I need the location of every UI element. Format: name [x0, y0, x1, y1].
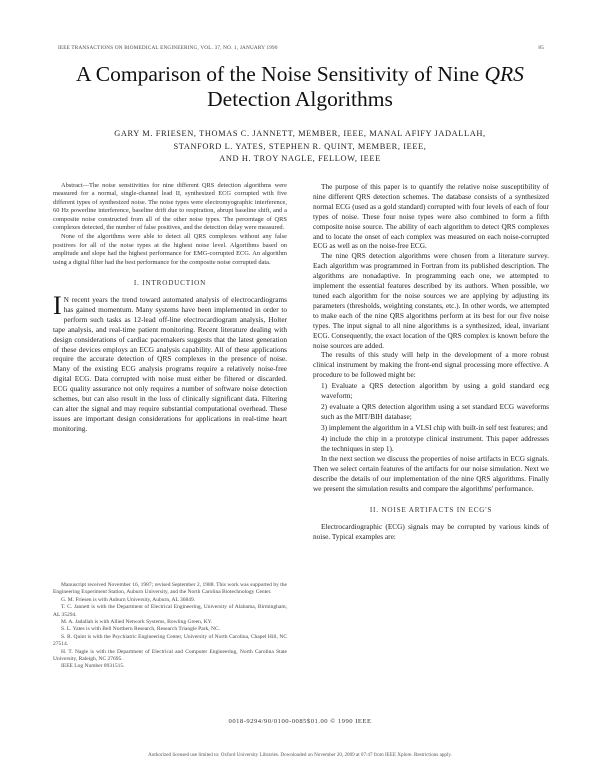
- intro-paragraph-text: N recent years the trend toward automated analysis of electrocardiograms has gained momentum. Many systems have been implemented in order to perform such tasks as 12-lead off-line electrocardiogram analysis, Holter tape analysis, and real-time patient monitoring. Recent literature dealing with design considerations of cardiac pacemakers suggests that the latest generation of these devices employs an ECG analysis capability. All of these applications require the accurate detection of QRS complexes in the presence of noise. Many of the existing ECG analysis programs require a relatively noise-free digital ECG. Data corrupted with noise must either be filtered or discarded. ECG quality assurance not only requires a number of software noise detection schemes, but can also result in the loss of clinically significant data. Filtering can alter the signal and may require substantial computational overhead. These issues are important design considerations for applications in real-time heart monitoring.: [53, 294, 287, 433]
- right-column: [313, 182, 549, 542]
- intro-paragraph: [53, 290, 287, 434]
- footnote-friesen: G. M. Friesen is with Auburn University, Auburn, AL 36849.: [61, 596, 196, 603]
- section-heading-noise-artifacts: II. NOISE ARTIFACTS IN ECG'S: [369, 506, 493, 515]
- body-paragraph-results: The results of this study will help in the development of a more robust clinical instrument by making the front-end signal processing more effective. A procedure to be followed might be:: [313, 350, 549, 380]
- running-header: [58, 45, 544, 55]
- body-paragraph-next-section: In the next section we discuss the properties of noise artifacts in ECG signals. Then we select certain features of the artifacts for our noise simulation. Next we describe the details of our implementation of the nine QRS algorithms. Finally we present the simulation results and compare the algorithms' performance.: [313, 454, 549, 494]
- title-qrs: QRS: [484, 62, 524, 86]
- abstract-paragraph-1: Abstract—The noise sensitivities for nine different QRS detection algorithms were measured for a normal, single-channel lead II, synthesized ECG corrupted with five different types of synthesized noise. The noise types were electromyographic interference, 60 Hz powerline interference, baseline drift due to respiration, abrupt baseline shift, and a composite noise constructed from all of the other noise types. The percentage of QRS complexes detected, the number of false positives, and the detection delay were measured.: [53, 182, 287, 232]
- body-paragraph-noise: Electrocardiographic (ECG) signals may be corrupted by various kinds of noise. Typical examples are:: [313, 522, 549, 541]
- list-item: 2) evaluate a QRS detection algorithm using a set standard ECG waveforms such as the MIT/BIH database;: [321, 401, 549, 421]
- page-number: 85: [538, 45, 544, 51]
- title-line-1-text: A Comparison of the Noise Sensitivity of Nine: [76, 62, 485, 86]
- author-list: [70, 128, 530, 166]
- list-item: 1) Evaluate a QRS detection algorithm by using a gold standard ecg waveform;: [321, 381, 549, 401]
- footnote-quint: S. R. Quint is with the Psychiatric Engineering Center, University of North Carolina, Chapel Hill, NC 27514.: [53, 633, 287, 648]
- author-line-2: STANFORD L. YATES, STEPHEN R. QUINT, MEMBER, IEEE,: [173, 141, 427, 151]
- license-notice: Authorized licensed use limited to: Oxford University Libraries. Downloaded on November 20, 2009 at 07:47 from IEEE Xplore. Restrictions apply.: [148, 752, 452, 758]
- author-line-3: AND H. TROY NAGLE, FELLOW, IEEE: [219, 154, 381, 163]
- author-line-1: GARY M. FRIESEN, THOMAS C. JANNETT, MEMBER, IEEE, MANAL AFIFY JADALLAH,: [114, 129, 486, 138]
- body-paragraph-algorithms: The nine QRS detection algorithms were chosen from a literature survey. Each algorithm was programmed in Fortran from its published description. The algorithms are nonadaptive. In programming each one, we attempted to implement the essential features described by its authors. When possible, we tuned each algorithm for the noise sources we are applying by adjusting its parameters (thresholds, weighting constants, etc.). In other words, we attempted to make each of the nine QRS algorithms perform at its best for our five noise types. The input signal to all nine algorithms is a synthesized, ideal, invariant ECG. Consequently, the exact location of the QRS complex is known before the noise sources are added.: [313, 251, 549, 350]
- footnote-log-number: IEEE Log Number 8931515.: [61, 663, 125, 670]
- abstract: [53, 182, 287, 267]
- list-item: 3) implement the algorithm in a VLSI chip with built-in self test features; and: [321, 422, 548, 432]
- title-line-2: Detection Algorithms: [207, 87, 393, 111]
- list-item: 4) include the chip in a prototype clinical instrument. This paper addresses the techniques in step 1).: [321, 433, 549, 453]
- abstract-paragraph-2: None of the algorithms were able to detect all QRS complexes without any false positives for all of the noise types at the highest noise level. Algorithms based on amplitude and slope had the highest performance for EMG-corrupted ECG. An algorithm using a digital filter had the best performance for the composite noise corrupted data.: [53, 233, 287, 266]
- footnote-yates: S. L. Yates is with Bell Northern Research, Research Triangle Park, NC.: [61, 626, 221, 633]
- paper-title: [40, 62, 560, 112]
- drop-cap: I: [53, 290, 62, 320]
- footnote-jadallah: M. A. Jadallah is with Allied Network Systems, Bowling Green, KY.: [61, 619, 213, 626]
- title-line-1: [40, 62, 560, 87]
- copyright-line: 0018-9294/90/0100-0085$01.00 © 1990 IEEE: [228, 718, 372, 725]
- footnotes: [53, 582, 287, 671]
- section-heading-introduction: I. INTRODUCTION: [133, 279, 207, 288]
- footnote-nagle: H. T. Nagle is with the Department of Electrical and Computer Engineering, North Carolina State University, Raleigh, NC 27695.: [53, 648, 287, 663]
- footnote-jannett: T. C. Jannett is with the Department of Electrical Engineering, University of Alabama, Birmingham, AL 35294.: [53, 604, 287, 618]
- journal-citation: IEEE TRANSACTIONS ON BIOMEDICAL ENGINEERING, VOL. 37, NO. 1, JANUARY 1990: [58, 45, 278, 51]
- left-column: [53, 182, 287, 434]
- body-paragraph-purpose: The purpose of this paper is to quantify the relative noise susceptibility of nine different QRS detection schemes. The database consists of a synthesized normal ECG (used as a gold standard) corrupted with four levels of each of four types of noise. These four noise types were also combined to form a fifth composite noise source. The ability of each algorithm to detect QRS complexes and to locate the onset of each complex was measured on each noise-corrupted ECG as well as on the noise-free ECG.: [313, 182, 549, 251]
- footnote-manuscript: Manuscript received November 16, 1987; revised September 2, 1988. This work was supported by the Engineering Experiment Station, Auburn University, and the North Carolina Biotechnology Center.: [53, 582, 287, 596]
